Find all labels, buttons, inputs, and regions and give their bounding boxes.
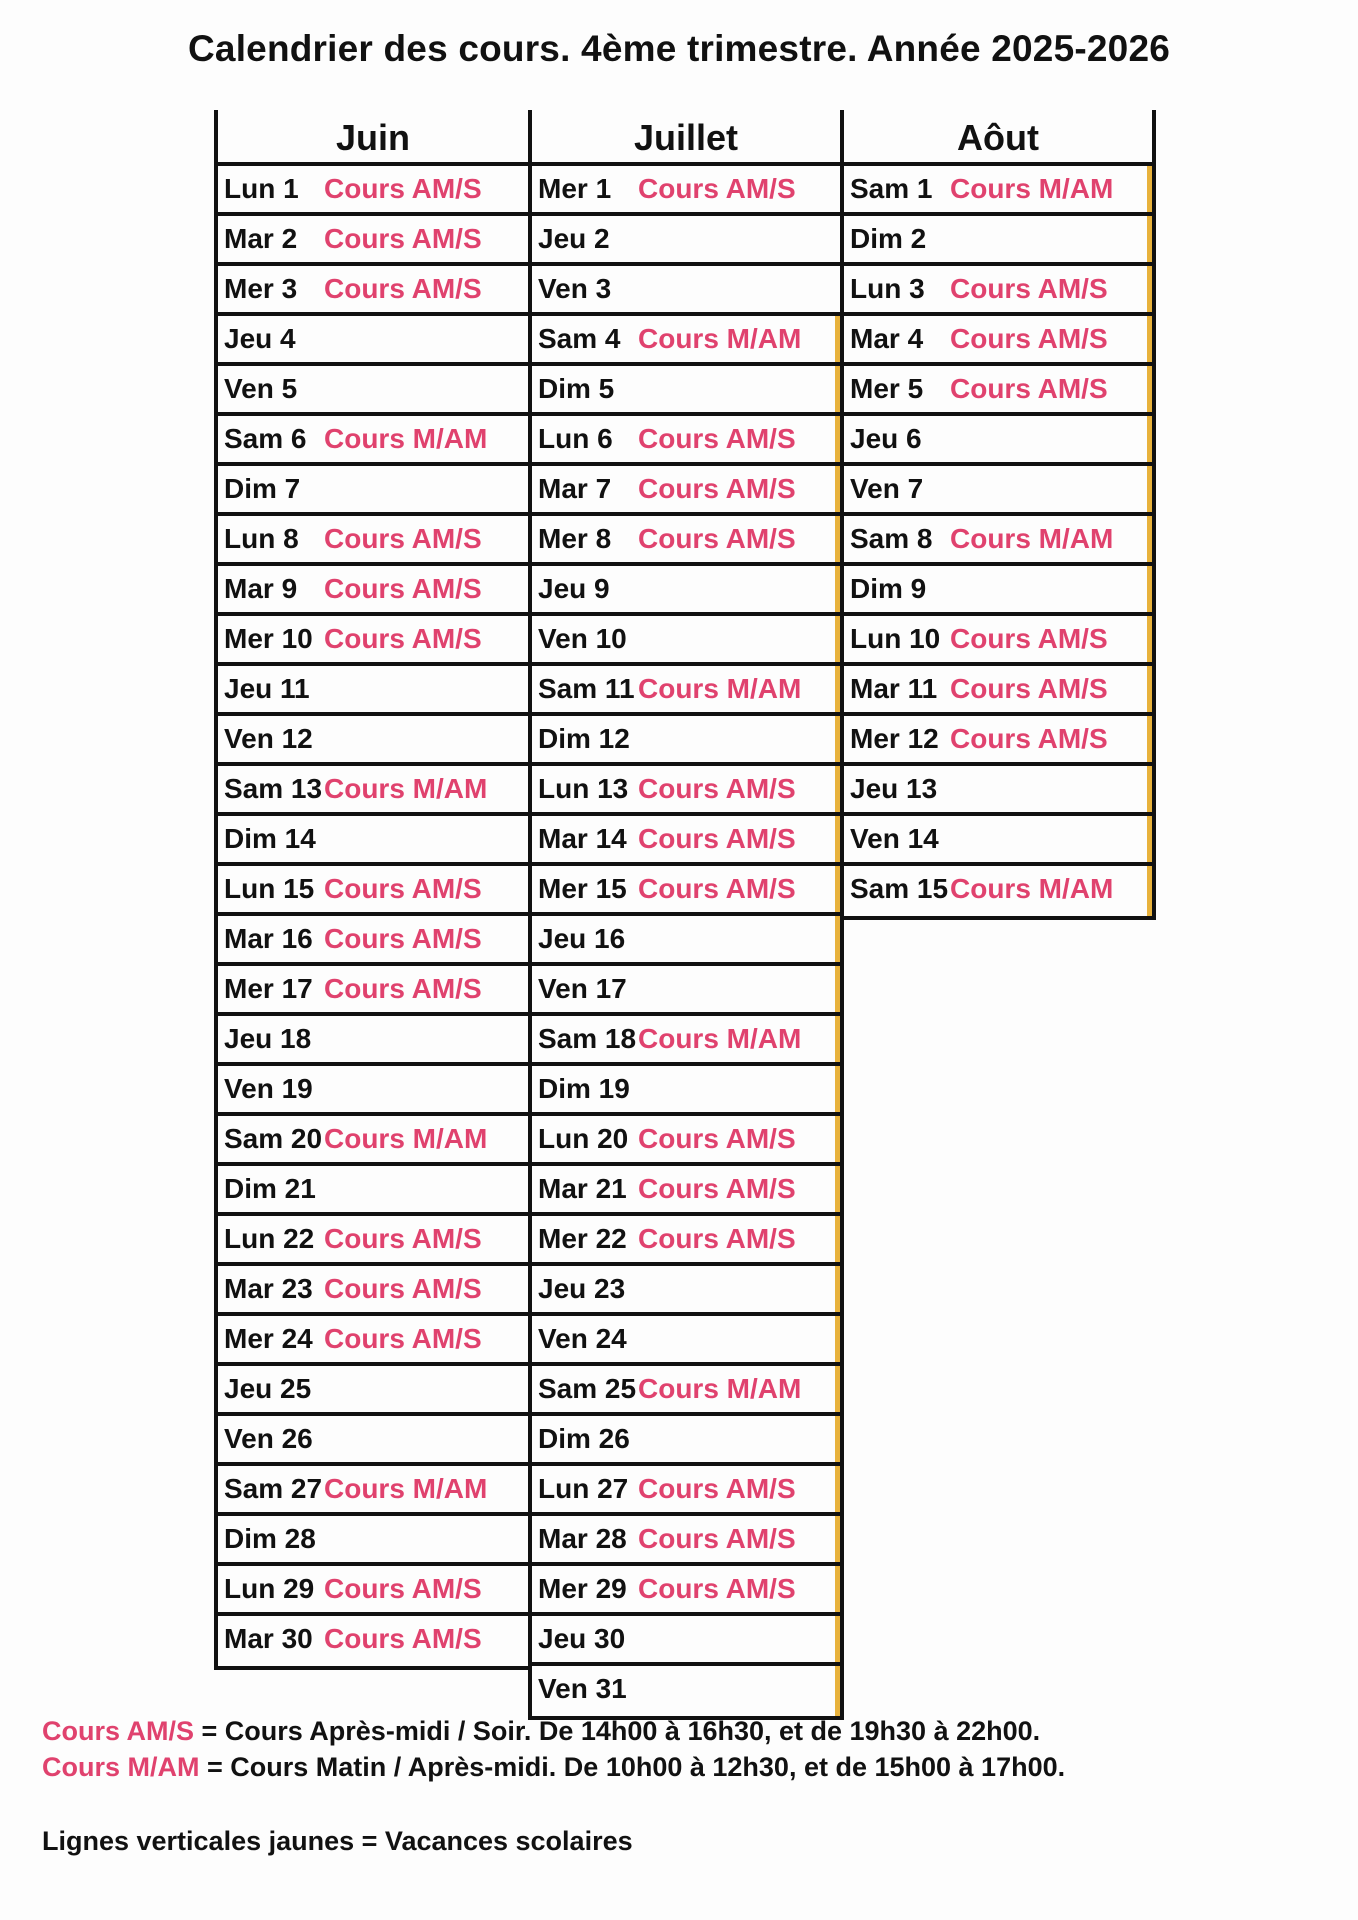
table-row	[218, 1466, 528, 1516]
table-row	[844, 266, 1152, 316]
table-row	[532, 516, 840, 566]
course-label: Cours AM/S	[324, 1323, 482, 1354]
table-row	[218, 966, 528, 1016]
course-label: Cours AM/S	[324, 1223, 482, 1254]
day-label: Jeu 30	[538, 1623, 626, 1654]
page-title: Calendrier des cours. 4ème trimestre. Année 2025-2026	[188, 28, 1170, 69]
course-label: Cours AM/S	[324, 923, 482, 954]
table-row	[218, 716, 528, 766]
day-label: Mer 10	[224, 623, 313, 654]
table-row	[844, 466, 1152, 516]
course-label: Cours M/AM	[950, 523, 1114, 554]
day-label: Mer 24	[224, 1323, 313, 1354]
course-label: Cours M/AM	[950, 173, 1114, 204]
day-label: Jeu 16	[538, 923, 626, 954]
day-label: Mar 4	[850, 323, 924, 354]
day-label: Sam 27	[224, 1473, 323, 1504]
day-label: Mar 23	[224, 1273, 313, 1304]
table-row	[844, 316, 1152, 366]
day-list	[218, 166, 528, 1666]
day-label: Dim 21	[224, 1173, 316, 1204]
day-label: Ven 26	[224, 1423, 313, 1454]
day-label: Ven 3	[538, 273, 612, 304]
course-label: Cours AM/S	[638, 823, 796, 854]
day-label: Mer 1	[538, 173, 612, 204]
day-label: Lun 13	[538, 773, 629, 804]
course-label: Cours M/AM	[638, 673, 802, 704]
day-label: Mar 30	[224, 1623, 313, 1654]
table-row	[532, 1466, 840, 1516]
day-label: Jeu 4	[224, 323, 296, 354]
table-row	[218, 566, 528, 616]
table-row	[218, 616, 528, 666]
course-label: Cours AM/S	[324, 973, 482, 1004]
table-row	[218, 1616, 528, 1666]
course-label: Cours AM/S	[638, 423, 796, 454]
course-label: Cours M/AM	[324, 423, 488, 454]
course-label: Cours AM/S	[638, 1473, 796, 1504]
day-label: Ven 10	[538, 623, 627, 654]
table-row	[532, 966, 840, 1016]
table-row	[532, 466, 840, 516]
day-label: Sam 13	[224, 773, 323, 804]
day-label: Lun 6	[538, 423, 613, 454]
table-row	[844, 566, 1152, 616]
day-label: Mar 11	[850, 673, 938, 704]
course-label: Cours AM/S	[950, 623, 1108, 654]
table-row	[532, 566, 840, 616]
course-label: Cours AM/S	[324, 873, 482, 904]
course-label: Cours AM/S	[950, 723, 1108, 754]
course-label: Cours AM/S	[638, 173, 796, 204]
day-label: Sam 25	[538, 1373, 637, 1404]
table-row	[218, 266, 528, 316]
course-label: Cours AM/S	[638, 873, 796, 904]
table-row	[532, 716, 840, 766]
table-row	[532, 1266, 840, 1316]
day-label: Mar 16	[224, 923, 313, 954]
day-label: Mar 14	[538, 823, 627, 854]
table-row	[218, 216, 528, 266]
table-row	[532, 366, 840, 416]
day-label: Ven 14	[850, 823, 939, 854]
day-label: Sam 8	[850, 523, 933, 554]
day-label: Mar 21	[538, 1173, 627, 1204]
course-label: Cours AM/S	[324, 273, 482, 304]
legend-mam	[42, 1752, 1065, 1783]
day-label: Sam 15	[850, 873, 949, 904]
month-header: Juillet	[532, 110, 840, 166]
course-label: Cours M/AM	[638, 323, 802, 354]
day-label: Sam 4	[538, 323, 621, 354]
table-row	[218, 1266, 528, 1316]
day-label: Dim 19	[538, 1073, 630, 1104]
legend-mam-key: Cours M/AM	[42, 1752, 200, 1782]
day-label: Sam 18	[538, 1023, 637, 1054]
day-label: Dim 28	[224, 1523, 316, 1554]
course-label: Cours AM/S	[638, 473, 796, 504]
month-july	[528, 110, 844, 1720]
day-label: Dim 2	[850, 223, 927, 254]
table-row	[844, 216, 1152, 266]
table-row	[218, 366, 528, 416]
day-label: Ven 12	[224, 723, 313, 754]
table-row	[844, 816, 1152, 866]
table-row	[532, 866, 840, 916]
legend-ams-text: = Cours Après-midi / Soir. De 14h00 à 16h30, et de 19h30 à 22h00.	[194, 1716, 1041, 1746]
course-label: Cours AM/S	[638, 523, 796, 554]
day-label: Jeu 18	[224, 1023, 312, 1054]
course-label: Cours AM/S	[638, 1173, 796, 1204]
course-label: Cours M/AM	[638, 1023, 802, 1054]
course-label: Cours M/AM	[638, 1373, 802, 1404]
table-row	[218, 316, 528, 366]
table-row	[218, 1016, 528, 1066]
course-label: Cours M/AM	[324, 1473, 488, 1504]
course-label: Cours AM/S	[638, 1523, 796, 1554]
day-label: Dim 14	[224, 823, 316, 854]
table-row	[844, 766, 1152, 816]
table-row	[532, 816, 840, 866]
day-label: Sam 11	[538, 673, 635, 704]
day-label: Mer 5	[850, 373, 924, 404]
table-row	[844, 716, 1152, 766]
day-label: Lun 22	[224, 1223, 315, 1254]
course-label: Cours AM/S	[324, 1573, 482, 1604]
day-label: Dim 5	[538, 373, 615, 404]
table-row	[218, 916, 528, 966]
table-row	[844, 666, 1152, 716]
table-row	[218, 1166, 528, 1216]
course-label: Cours AM/S	[950, 373, 1108, 404]
table-row	[218, 866, 528, 916]
day-label: Ven 17	[538, 973, 627, 1004]
table-row	[532, 166, 840, 216]
day-label: Mer 29	[538, 1573, 627, 1604]
day-label: Lun 10	[850, 623, 941, 654]
table-row	[218, 1066, 528, 1116]
day-label: Jeu 2	[538, 223, 610, 254]
table-row	[532, 1116, 840, 1166]
table-row	[218, 1316, 528, 1366]
day-list	[532, 166, 840, 1716]
course-label: Cours AM/S	[324, 173, 482, 204]
course-label: Cours AM/S	[324, 623, 482, 654]
month-header: Juin	[218, 110, 528, 166]
table-row	[218, 1566, 528, 1616]
table-row	[532, 1216, 840, 1266]
legend-mam-text: = Cours Matin / Après-midi. De 10h00 à 12h30, et de 15h00 à 17h00.	[199, 1752, 1066, 1782]
course-label: Cours AM/S	[950, 273, 1108, 304]
day-label: Jeu 11	[224, 673, 310, 704]
table-row	[532, 316, 840, 366]
day-label: Jeu 23	[538, 1273, 626, 1304]
month-header: Aôut	[844, 110, 1152, 166]
day-label: Lun 27	[538, 1473, 629, 1504]
table-row	[844, 166, 1152, 216]
day-label: Sam 1	[850, 173, 933, 204]
day-label: Sam 6	[224, 423, 307, 454]
course-label: Cours AM/S	[950, 673, 1108, 704]
day-label: Mar 28	[538, 1523, 627, 1554]
table-row	[532, 216, 840, 266]
day-label: Mer 15	[538, 873, 627, 904]
table-row	[218, 166, 528, 216]
table-row	[844, 616, 1152, 666]
table-row	[532, 266, 840, 316]
day-label: Jeu 13	[850, 773, 938, 804]
table-row	[532, 916, 840, 966]
day-label: Dim 26	[538, 1423, 630, 1454]
table-row	[532, 1566, 840, 1616]
day-label: Mar 7	[538, 473, 612, 504]
table-row	[218, 1116, 528, 1166]
table-row	[532, 1616, 840, 1666]
day-label: Dim 12	[538, 723, 630, 754]
legend-ams	[42, 1716, 1040, 1747]
course-label: Cours AM/S	[950, 323, 1108, 354]
day-label: Mer 12	[850, 723, 939, 754]
table-row	[218, 1416, 528, 1466]
day-label: Jeu 9	[538, 573, 610, 604]
table-row	[218, 666, 528, 716]
day-list	[844, 166, 1152, 916]
table-row	[532, 766, 840, 816]
table-row	[844, 366, 1152, 416]
course-label: Cours AM/S	[324, 573, 482, 604]
day-label: Dim 7	[224, 473, 301, 504]
day-label: Mer 8	[538, 523, 612, 554]
course-label: Cours AM/S	[324, 523, 482, 554]
day-label: Ven 19	[224, 1073, 313, 1104]
day-label: Lun 3	[850, 273, 925, 304]
course-label: Cours M/AM	[950, 873, 1114, 904]
legend-vacation: Lignes verticales jaunes = Vacances scolaires	[42, 1826, 633, 1856]
day-label: Mar 2	[224, 223, 298, 254]
day-label: Lun 20	[538, 1123, 629, 1154]
day-label: Mar 9	[224, 573, 298, 604]
table-row	[532, 616, 840, 666]
table-row	[532, 416, 840, 466]
table-row	[218, 416, 528, 466]
month-june	[214, 110, 532, 1670]
course-label: Cours AM/S	[324, 223, 482, 254]
course-label: Cours M/AM	[324, 1123, 488, 1154]
course-label: Cours AM/S	[324, 1623, 482, 1654]
day-label: Jeu 6	[850, 423, 922, 454]
day-label: Lun 29	[224, 1573, 315, 1604]
course-label: Cours AM/S	[324, 1273, 482, 1304]
month-august	[840, 110, 1156, 920]
day-label: Jeu 25	[224, 1373, 312, 1404]
legend-ams-key: Cours AM/S	[42, 1716, 195, 1746]
table-row	[218, 1366, 528, 1416]
table-row	[532, 1066, 840, 1116]
day-label: Mer 3	[224, 273, 298, 304]
table-row	[532, 1666, 840, 1716]
table-row	[532, 1316, 840, 1366]
table-row	[532, 1016, 840, 1066]
course-label: Cours M/AM	[324, 773, 488, 804]
table-row	[218, 466, 528, 516]
table-row	[532, 1516, 840, 1566]
day-label: Ven 31	[538, 1673, 627, 1704]
day-label: Lun 1	[224, 173, 299, 204]
table-row	[218, 766, 528, 816]
day-label: Ven 7	[850, 473, 924, 504]
table-row	[218, 516, 528, 566]
day-label: Mer 22	[538, 1223, 627, 1254]
table-row	[844, 416, 1152, 466]
day-label: Lun 15	[224, 873, 315, 904]
table-row	[532, 1366, 840, 1416]
day-label: Sam 20	[224, 1123, 323, 1154]
table-row	[844, 516, 1152, 566]
course-label: Cours AM/S	[638, 773, 796, 804]
table-row	[532, 666, 840, 716]
course-label: Cours AM/S	[638, 1223, 796, 1254]
course-label: Cours AM/S	[638, 1573, 796, 1604]
day-label: Mer 17	[224, 973, 313, 1004]
table-row	[844, 866, 1152, 916]
table-row	[218, 1216, 528, 1266]
day-label: Dim 9	[850, 573, 927, 604]
day-label: Lun 8	[224, 523, 299, 554]
course-label: Cours AM/S	[638, 1123, 796, 1154]
table-row	[532, 1416, 840, 1466]
table-row	[218, 1516, 528, 1566]
day-label: Ven 5	[224, 373, 298, 404]
table-row	[218, 816, 528, 866]
day-label: Ven 24	[538, 1323, 627, 1354]
table-row	[532, 1166, 840, 1216]
